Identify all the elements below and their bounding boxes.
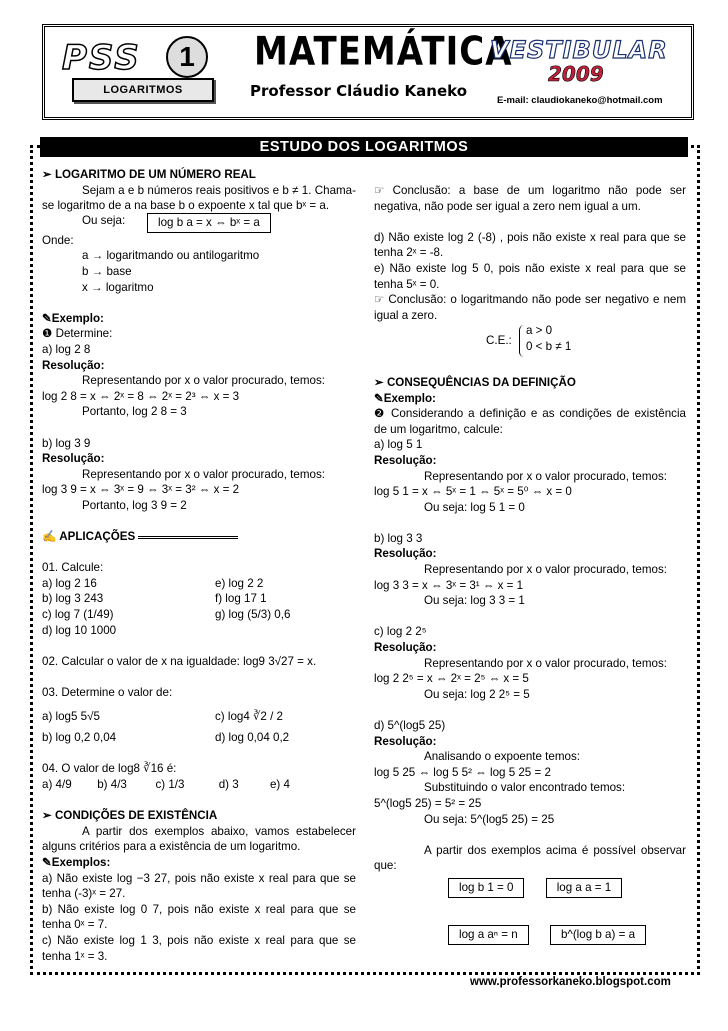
r-d-res: Ou seja: 5^(log5 25) = 25 <box>424 812 555 826</box>
r-d: d) 5^(log5 25) <box>374 719 446 732</box>
ex-b-eq: log 3 9 = x ⇔ 3ˣ = 9 ⇔ 3ˣ = 3² ⇔ x = 2 <box>42 483 240 497</box>
footer-url[interactable]: www.professorkaneko.blogspot.com <box>470 976 671 988</box>
q3-c: c) log4 ∛2 / 2 <box>215 709 283 723</box>
q1-f: f) log 17 1 <box>215 592 267 606</box>
r-a-res: Ou seja: log 5 1 = 0 <box>424 500 525 514</box>
ce-label: C.E.: <box>486 334 512 348</box>
q3-d: d) log 0,04 0,2 <box>215 731 290 745</box>
r-resolucao-b: Resolução: <box>374 547 437 561</box>
r-resolucao-d: Resolução: <box>374 734 437 748</box>
q3-a: a) log5 5√5 <box>42 709 100 723</box>
email: E-mail: claudiokaneko@hotmail.com <box>497 95 663 106</box>
q4-opt-d: d) 3 <box>218 777 239 791</box>
item-e: e) Não existe log 5 0, pois não existe x real para que se tenha 5ˣ = 0. <box>374 261 686 291</box>
q1-a: a) log 2 16 <box>42 576 97 590</box>
resolucao-a: Resolução: <box>42 358 105 372</box>
exemplo-label-r: Exemplo: <box>383 391 436 405</box>
r-d-eq: log 5 25 ⇔ log 5 5² ⇔ log 5 25 = 2 <box>374 765 551 779</box>
rep-b: Representando por x o valor procurado, temos: <box>82 467 325 481</box>
heading-logaritmo: LOGARITMO DE UM NÚMERO REAL <box>54 168 256 181</box>
definition: Sejam a e b números reais positivos e b ≠ 1. Chama-se logaritmo de a na base b o expoente x tal que bˣ = a. <box>42 183 356 212</box>
onde-b: b → base <box>82 264 132 278</box>
ou-seja: Ou seja: <box>82 213 126 227</box>
professor-name: Professor Cláudio Kaneko <box>250 82 468 100</box>
onde: Onde: <box>42 233 74 247</box>
q3-b: b) log 0,2 0,04 <box>42 731 117 745</box>
cond-a: a) Não existe log −3 27, pois não existe x real para que se tenha (-3)ˣ = 27. <box>42 871 356 901</box>
q4: 04. O valor de log8 ∛16 é: <box>42 762 177 776</box>
q4-options <box>42 777 356 793</box>
r-b-res: Ou seja: log 3 3 = 1 <box>424 594 525 608</box>
ce-block <box>374 323 686 359</box>
r-resolucao-c: Resolução: <box>374 641 437 655</box>
pss-logo: PSS <box>62 38 141 78</box>
page-title: MATEMÁTICA <box>254 29 513 75</box>
pss-number: 1 <box>166 36 208 78</box>
vestibular-logo: VESTIBULAR <box>490 36 668 64</box>
determine: ❶ Determine: <box>42 327 113 341</box>
final-text: A partir dos exemplos acima é possível observar que: <box>374 843 686 873</box>
exemplos-label: Exemplos: <box>51 855 111 869</box>
ex-a-res: Portanto, log 2 8 = 3 <box>82 405 187 419</box>
r-b-eq: log 3 3 = x ⇔ 3ˣ = 3¹ ⇔ x = 1 <box>374 578 524 592</box>
r-a-eq: log 5 1 = x ⇔ 5ˣ = 1 ⇔ 5ˣ = 5⁰ ⇔ x = 0 <box>374 485 572 499</box>
onde-a: a → logaritmando ou antilogaritmo <box>82 249 260 263</box>
cond-b: b) Não existe log 0 7, pois não existe x real para que se tenha 0ˣ = 7. <box>42 902 356 932</box>
ex-a-eq: log 2 8 = x ⇔ 2ˣ = 8 ⇔ 2ˣ = 2³ ⇔ x = 3 <box>42 389 240 403</box>
conclusao-2: ☞ Conclusão: o logaritmando não pode ser negativo e nem igual a zero. <box>374 293 686 322</box>
r-d-an: Analisando o expoente temos: <box>424 750 580 764</box>
q1: 01. Calcule: <box>42 561 104 575</box>
topic-label: LOGARITMOS <box>72 78 214 102</box>
left-column: ➢ LOGARITMO DE UM NÚMERO REAL Sejam a e b números reais positivos e b ≠ 1. Chama-se logaritmo de a na base b o expoente x tal que bˣ = a. Ou seja: log b a = x ⇔ bˣ = a Onde: a → logaritmando ou antilogaritmo b → base x → logaritmo ✎Exemplo: ❶ Determine: a) log 2 8 Resolução: Representando por x o valor procurado, temos: log 2 8 = x ⇔ 2ˣ = 8 ⇔ 2ˣ = 2³ ⇔ x = 3 Portanto, log 2 8 = 3 b) log 3 9 Resolução: Representando por x o valor procurado, temos: log 3 9 = x ⇔ 3ˣ = 9 ⇔ 3ˣ = 3² ⇔ x = 2 Portanto, log 3 9 = 2 ✍ APLICAÇÕES 01. Calcule: a) log 2 16 e) log 2 2 b) log 3 243 f) log 17 1 c) log 7 (1/49) g) log (5/3) 0,6 d) log 10 1000 02. Calcular o valor de x na igualdade: log9 3√27 = x. 03. Determine o valor de: a) log5 5√5 c) log4 ∛2 / 2 b) log 0,2 0,04 d) log 0,04 0,2 04. O valor de log8 ∛16 é: a) 4/9 b) 4/3 c) 1/3 d) 3 e) 4 ➢ CONDIÇÕES DE EXISTÊNCIA A partir dos exemplos abaixo, vamos estabelecer alguns critérios para a existência de um logaritmo. ✎Exemplos: a) Não existe log −3 27, pois não existe x real para que se tenha (-3)ˣ = 27. b) Não existe log 0 7, pois não existe x real para que se tenha 0ˣ = 7. c) Não existe log 1 3, pois não existe x real para que se tenha 1ˣ = 3. <box>42 168 356 963</box>
resolucao-b: Resolução: <box>42 452 105 466</box>
r-rep-b: Representando por x o valor procurado, temos: <box>424 563 667 577</box>
consq-text: ❷ Considerando a definição e as condições de existência de um logaritmo, calcule: <box>374 407 686 436</box>
consequencias-heading: CONSEQUÊNCIAS DA DEFINIÇÃO <box>386 375 576 389</box>
definition-formula: log b a = x ⇔ bˣ = a <box>147 213 271 233</box>
property-box-1: log b 1 = 0 <box>448 878 524 898</box>
section-banner: ESTUDO DOS LOGARITMOS <box>40 137 688 157</box>
q2: 02. Calcular o valor de x na igualdade: log9 3√27 = x. <box>42 654 317 668</box>
r-b: b) log 3 3 <box>374 531 423 545</box>
ex-a: a) log 2 8 <box>42 342 91 356</box>
r-rep-c: Representando por x o valor procurado, temos: <box>424 656 667 670</box>
cond-c: c) Não existe log 1 3, pois não existe x real para que se tenha 1ˣ = 3. <box>42 933 356 963</box>
cond-text: A partir dos exemplos abaixo, vamos estabelecer alguns critérios para a existência de um logaritmo. <box>42 824 356 854</box>
item-d: d) Não existe log 2 (-8) , pois não existe x real para que se tenha 2ˣ = -8. <box>374 230 686 260</box>
ce-2: 0 < b ≠ 1 <box>526 340 572 354</box>
q4-opt-c: c) 1/3 <box>155 777 185 791</box>
condicoes-heading: CONDIÇÕES DE EXISTÊNCIA <box>54 809 218 823</box>
q4-opt-e: e) 4 <box>269 777 290 791</box>
rep-a: Representando por x o valor procurado, temos: <box>82 374 325 388</box>
ex-b-res: Portanto, log 3 9 = 2 <box>82 498 187 512</box>
r-c: c) log 2 2⁵ <box>374 625 427 639</box>
r-d-eq2: 5^(log5 25) = 5² = 25 <box>374 796 482 810</box>
vestibular-year: 2009 <box>548 62 604 86</box>
q1-g: g) log (5/3) 0,6 <box>215 608 291 622</box>
property-box-2: log a a = 1 <box>546 878 622 898</box>
ce-1: a > 0 <box>526 324 553 338</box>
q1-e: e) log 2 2 <box>215 576 264 590</box>
q4-opt-a: a) 4/9 <box>42 777 72 791</box>
right-column: ☞ Conclusão: a base de um logaritmo não pode ser negativa, não pode ser igual a zero nem igual a um. d) Não existe log 2 (-8) , pois não existe x real para que se tenha 2ˣ = -8. e) Não existe log 5 0, pois não existe x real para que se tenha 5ˣ = 0. ☞ Conclusão: o logaritmando não pode ser negativo e nem igual a zero. C.E.: a > 0 0 < b ≠ 1 ➢ CONSEQUÊNCIAS DA DEFINIÇÃO ✎Exemplo: ❷ Considerando a definição e as condições de existência de um logaritmo, calcule: a) log 5 1 Resolução: Representando por x o valor procurado, temos: log 5 1 = x ⇔ 5ˣ = 1 ⇔ 5ˣ = 5⁰ ⇔ x = 0 Ou seja: log 5 1 = 0 b) log 3 3 Resolução: Representando por x o valor procurado, temos: log 3 3 = x ⇔ 3ˣ = 3¹ ⇔ x = 1 Ou seja: log 3 3 = 1 c) log 2 2⁵ Resolução: Representando por x o valor procurado, temos: log 2 2⁵ = x ⇔ 2ˣ = 2⁵ ⇔ x = 5 Ou seja: log 2 2⁵ = 5 d) 5^(log5 25) Resolução: Analisando o expoente temos: log 5 25 ⇔ log 5 5² ⇔ log 5 25 = 2 Substituindo o valor encontrado temos: 5^(log5 25) = 5² = 25 Ou seja: 5^(log5 25) = 25 A partir dos exemplos acima é possível observar que: log b 1 = 0 log a a = 1 log a aⁿ = n b^(log b a) = a <box>374 183 686 945</box>
r-rep-a: Representando por x o valor procurado, temos: <box>424 469 667 483</box>
r-resolucao-a: Resolução: <box>374 453 437 467</box>
r-c-res: Ou seja: log 2 2⁵ = 5 <box>424 687 530 701</box>
q1-c: c) log 7 (1/49) <box>42 608 114 622</box>
onde-x: x → logaritmo <box>82 280 154 294</box>
r-c-eq: log 2 2⁵ = x ⇔ 2ˣ = 2⁵ ⇔ x = 5 <box>374 672 529 686</box>
exemplo-label: Exemplo: <box>51 311 104 325</box>
r-d-sub: Substituindo o valor encontrado temos: <box>424 781 626 795</box>
r-a: a) log 5 1 <box>374 438 423 452</box>
conclusao-1: ☞ Conclusão: a base de um logaritmo não pode ser negativa, não pode ser igual a zero nem igual a um. <box>374 184 686 213</box>
q1-d: d) log 10 1000 <box>42 623 117 637</box>
property-box-4: b^(log b a) = a <box>550 925 646 945</box>
ex-b: b) log 3 9 <box>42 436 91 450</box>
q1-b: b) log 3 243 <box>42 592 104 606</box>
q3: 03. Determine o valor de: <box>42 686 173 699</box>
q4-opt-b: b) 4/3 <box>97 777 127 791</box>
aplicacoes-heading: APLICAÇÕES <box>59 530 136 544</box>
property-box-3: log a aⁿ = n <box>448 925 529 945</box>
